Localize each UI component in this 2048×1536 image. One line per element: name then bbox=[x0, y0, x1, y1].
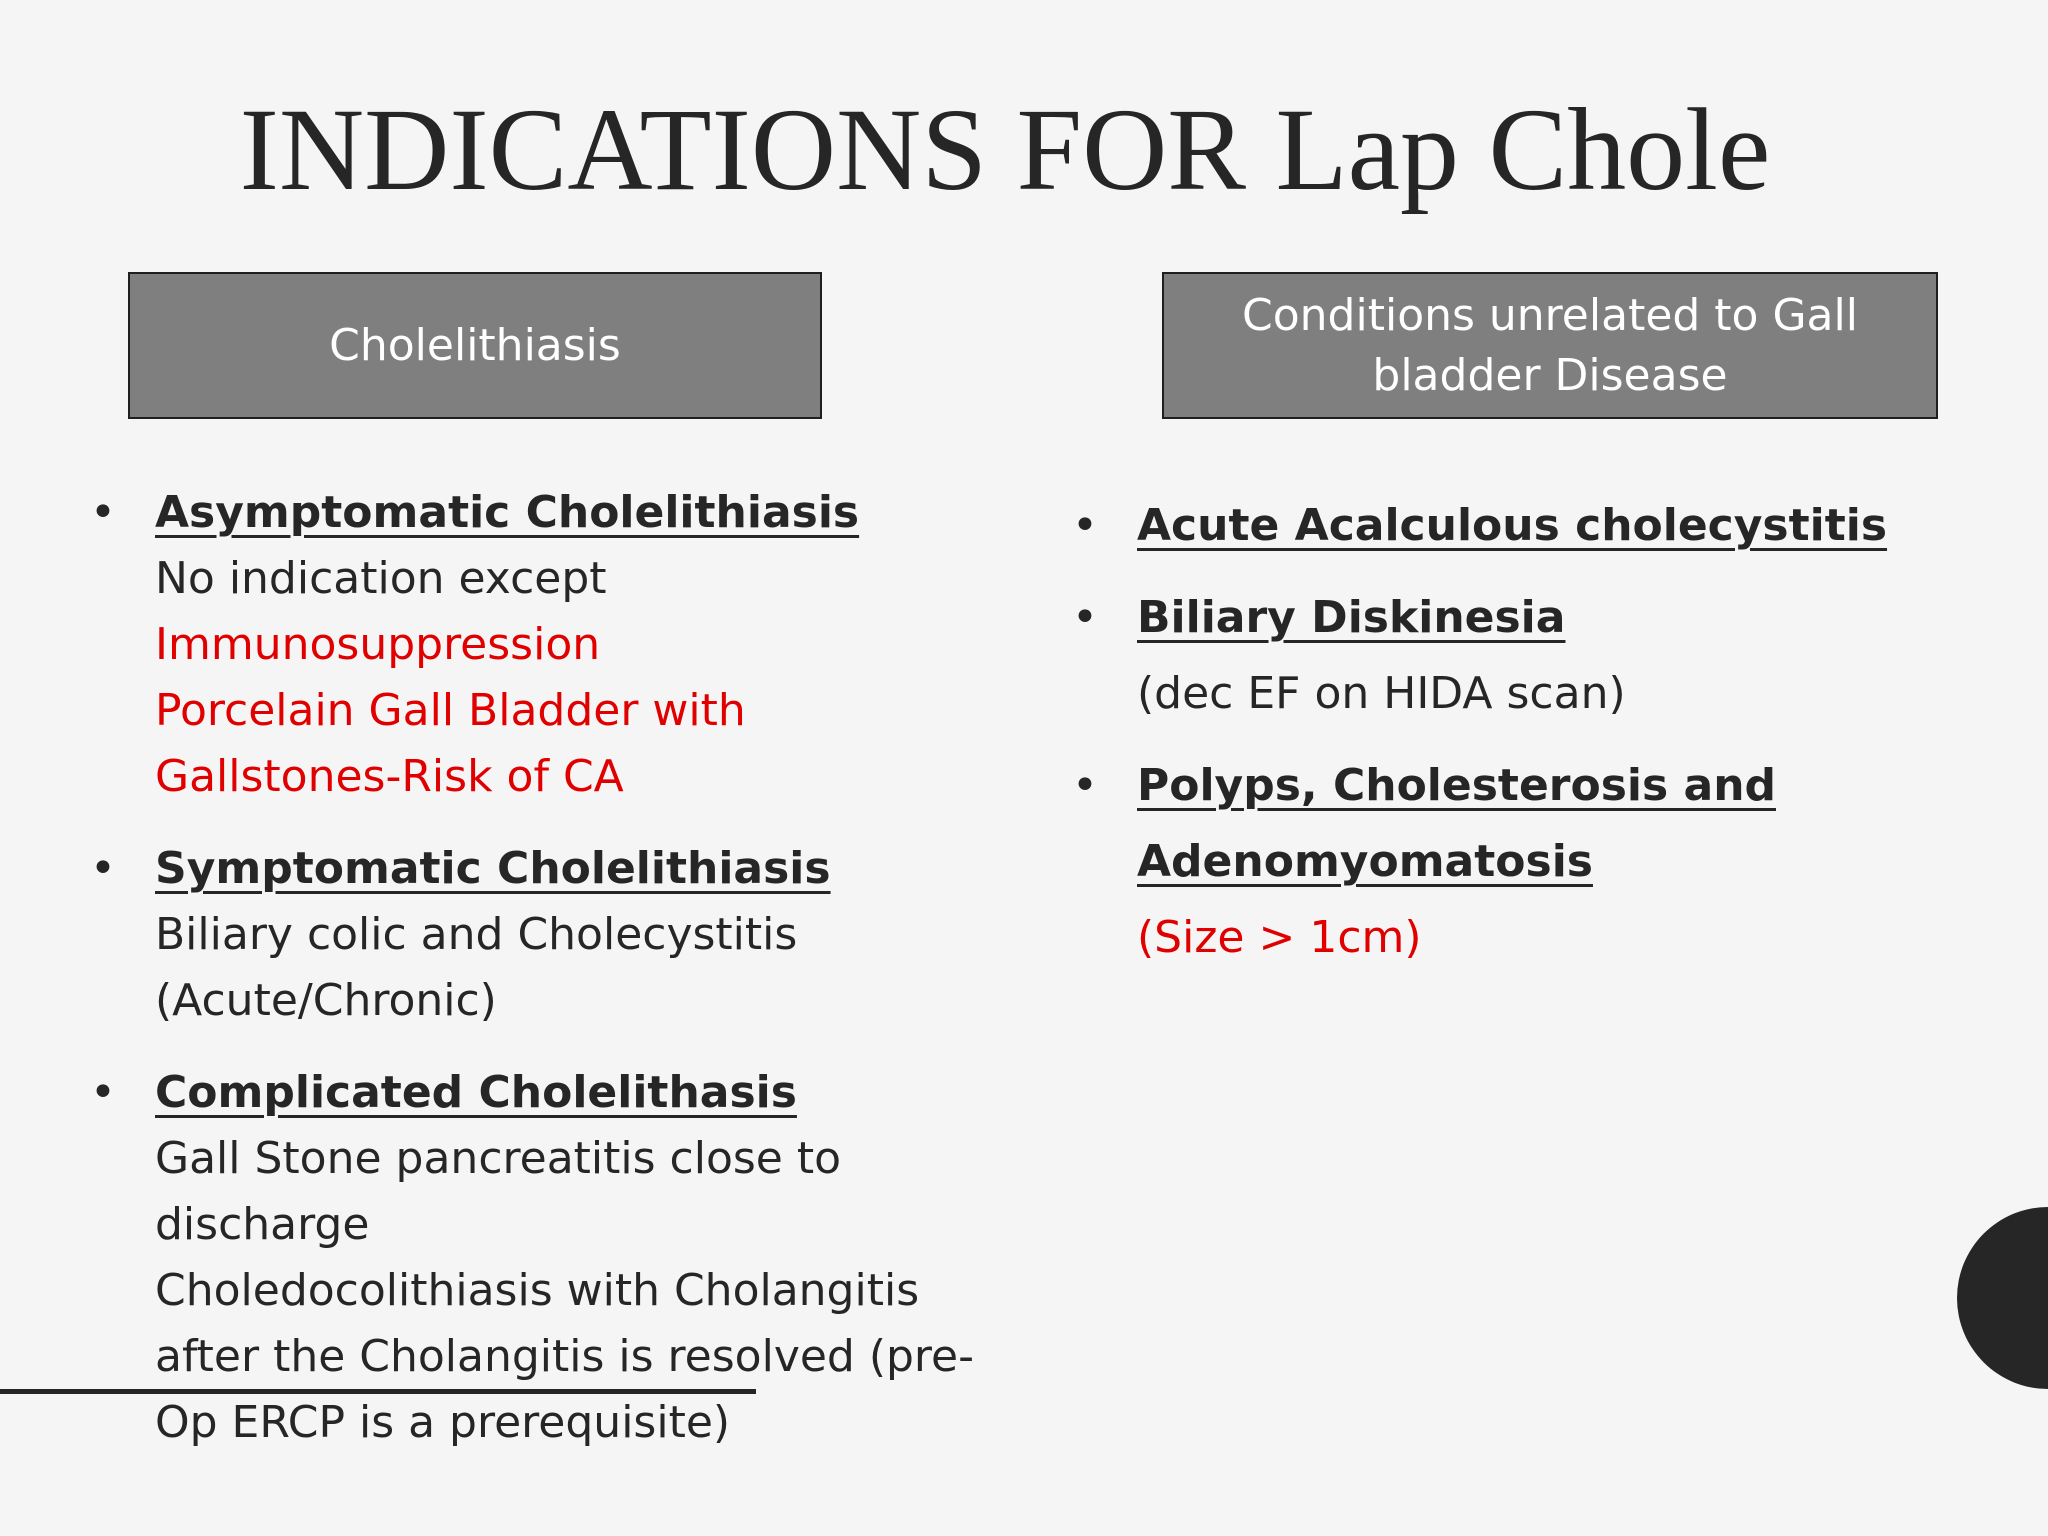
item-text-red: Immunosuppression bbox=[155, 619, 601, 670]
item-heading: Complicated Cholelithasis bbox=[155, 1067, 797, 1118]
bullet-icon: • bbox=[90, 487, 116, 538]
item-heading: Acute Acalculous cholecystitis bbox=[1137, 500, 1888, 551]
item-heading: Biliary Diskinesia bbox=[1137, 592, 1566, 643]
bullet-icon: • bbox=[1072, 500, 1098, 551]
item-heading: Symptomatic Cholelithiasis bbox=[155, 843, 831, 894]
list-item bbox=[88, 1060, 1028, 1456]
unrelated-conditions-header-label: Conditions unrelated to Gall bladder Disease bbox=[1242, 289, 1858, 401]
list-item bbox=[1070, 748, 1970, 976]
list-item bbox=[1070, 580, 1970, 732]
item-text-red: (Size > 1cm) bbox=[1137, 912, 1422, 963]
list-item bbox=[88, 480, 1028, 810]
bullet-icon: • bbox=[90, 843, 116, 894]
decorative-rule bbox=[0, 1389, 756, 1394]
decorative-circle bbox=[1957, 1207, 2048, 1389]
bullet-icon: • bbox=[1072, 592, 1098, 643]
item-text: No indication except bbox=[155, 553, 607, 604]
slide-title: INDICATIONS FOR Lap Chole bbox=[239, 84, 1771, 215]
unrelated-conditions-header bbox=[1162, 272, 1938, 419]
bullet-icon: • bbox=[90, 1067, 116, 1118]
item-text: (dec EF on HIDA scan) bbox=[1137, 668, 1626, 719]
item-text: Biliary colic and Cholecystitis (Acute/Chronic) bbox=[155, 909, 798, 1026]
item-heading: Polyps, Cholesterosis and Adenomyomatosis bbox=[1137, 760, 1777, 887]
cholelithiasis-header bbox=[128, 272, 822, 419]
item-text-red: Porcelain Gall Bladder with Gallstones-Risk of CA bbox=[155, 685, 746, 802]
cholelithiasis-header-label: Cholelithiasis bbox=[329, 319, 621, 371]
list-item bbox=[1070, 488, 1970, 564]
item-heading: Asymptomatic Cholelithiasis bbox=[155, 487, 860, 538]
cholelithiasis-list bbox=[88, 480, 1028, 1482]
list-item bbox=[88, 836, 1028, 1034]
bullet-icon: • bbox=[1072, 760, 1098, 811]
unrelated-conditions-list bbox=[1070, 488, 1970, 992]
item-text: Gall Stone pancreatitis close to discharge bbox=[155, 1133, 842, 1250]
item-text: Choledocolithiasis with Cholangitis after the Cholangitis is resolved (pre-Op ERCP is a prerequisite) bbox=[155, 1265, 975, 1448]
